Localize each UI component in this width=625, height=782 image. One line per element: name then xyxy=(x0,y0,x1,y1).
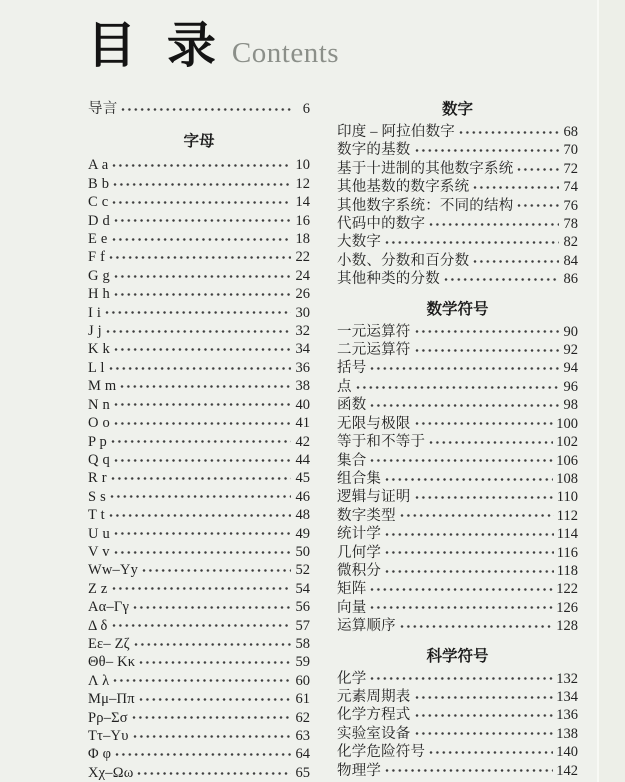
toc-entry-page: 14 xyxy=(295,194,310,211)
dot-leader xyxy=(114,292,291,297)
dot-leader xyxy=(142,568,291,573)
toc-row xyxy=(337,396,578,414)
dot-leader xyxy=(473,259,559,264)
toc-entry-page: 116 xyxy=(556,544,578,561)
section-header: 数字 xyxy=(441,101,473,118)
toc-row xyxy=(337,160,578,178)
toc-entry-label: 化学 xyxy=(337,670,367,687)
toc-entry-label: 等于和不等于 xyxy=(337,434,426,451)
toc-column-right xyxy=(337,100,578,782)
dot-leader xyxy=(112,200,291,205)
toc-entry-page: 132 xyxy=(556,670,578,687)
toc-entry-label: Φ φ xyxy=(88,746,112,763)
toc-row xyxy=(88,709,310,727)
toc-row xyxy=(337,323,578,341)
toc-row xyxy=(337,415,578,433)
toc-entry-page: 90 xyxy=(563,323,578,340)
toc-entry-label: 点 xyxy=(337,378,352,395)
toc-entry-page: 94 xyxy=(563,360,578,377)
toc-entry-label: 其他数字系统：不同的结构 xyxy=(337,197,514,214)
dot-leader xyxy=(114,421,291,426)
dot-leader xyxy=(114,458,291,463)
toc-entry-label: 实验室设备 xyxy=(337,725,411,742)
toc-entry-label: 括号 xyxy=(337,360,367,377)
toc-row xyxy=(88,285,310,303)
page-title xyxy=(87,20,339,71)
dot-leader xyxy=(429,222,559,227)
dot-leader xyxy=(459,130,559,135)
toc-row xyxy=(337,452,578,470)
toc-row xyxy=(337,725,578,743)
toc-entry-page: 98 xyxy=(563,397,578,414)
toc-entry-label: T t xyxy=(88,507,105,524)
toc-entry-page: 114 xyxy=(556,526,578,543)
dot-leader xyxy=(473,185,559,190)
toc-entry-page: 61 xyxy=(295,691,310,708)
toc-row xyxy=(337,706,578,724)
toc-row xyxy=(88,635,310,653)
toc-entry-label: 运算顺序 xyxy=(337,618,396,635)
dot-leader xyxy=(120,384,291,389)
toc-entry-page: 78 xyxy=(563,216,578,233)
toc-row xyxy=(88,414,310,432)
toc-row xyxy=(88,267,310,285)
toc-entry-page: 59 xyxy=(295,654,310,671)
toc-entry-page: 102 xyxy=(556,434,578,451)
dot-leader xyxy=(370,403,559,408)
dot-leader xyxy=(113,678,291,683)
toc-row xyxy=(88,100,310,118)
toc-row xyxy=(88,506,310,524)
toc-row xyxy=(88,690,310,708)
dot-leader xyxy=(139,660,291,665)
toc-row xyxy=(88,230,310,248)
toc-row xyxy=(88,322,310,340)
toc-entry-page: 54 xyxy=(295,580,310,597)
toc-entry-label: 逻辑与证明 xyxy=(337,489,411,506)
toc-entry-page: 48 xyxy=(295,507,310,524)
toc-entry-page: 70 xyxy=(563,142,578,159)
toc-entry-label: 微积分 xyxy=(337,562,382,579)
dot-leader xyxy=(112,163,291,168)
dot-leader xyxy=(370,587,553,592)
toc-entry-label: A a xyxy=(88,157,109,174)
toc-entry-page: 138 xyxy=(556,725,578,742)
toc-entry-page: 41 xyxy=(295,415,310,432)
dot-leader xyxy=(112,623,291,628)
dot-leader xyxy=(114,402,291,407)
dot-leader xyxy=(113,182,291,187)
dot-leader xyxy=(114,550,291,555)
section-header: 字母 xyxy=(183,133,215,151)
toc-entry-page: 100 xyxy=(556,415,578,432)
toc-entry-label: D d xyxy=(88,212,110,229)
toc-entry-page: 76 xyxy=(563,197,578,214)
dot-leader xyxy=(114,531,291,536)
toc-entry-page: 50 xyxy=(295,543,310,560)
page-title-en: Contents xyxy=(231,37,340,69)
toc-entry-label: I i xyxy=(88,304,102,321)
toc-row xyxy=(88,340,310,358)
toc-entry-label: 物理学 xyxy=(337,762,382,779)
toc-row xyxy=(88,175,310,193)
toc-entry-label: Pρ–Σσ xyxy=(88,709,128,726)
dot-leader xyxy=(415,495,554,500)
toc-row xyxy=(88,543,310,561)
dot-leader xyxy=(400,513,554,518)
toc-entry-label: B b xyxy=(88,175,110,192)
toc-row xyxy=(337,488,578,506)
toc-row xyxy=(88,561,310,579)
dot-leader xyxy=(415,713,554,718)
dot-leader xyxy=(132,715,291,720)
page-title-cn: 目 录 xyxy=(87,18,217,73)
toc-entry-label: V v xyxy=(88,543,110,560)
toc-entry-page: 96 xyxy=(563,378,578,395)
toc-entry-page: 106 xyxy=(556,452,578,469)
toc-entry-label: 函数 xyxy=(337,397,367,414)
toc-entry-page: 24 xyxy=(295,267,310,284)
toc-row xyxy=(88,248,310,266)
dot-leader xyxy=(385,550,554,555)
toc-row xyxy=(88,488,310,506)
toc-entry-label: Q q xyxy=(88,451,110,468)
dot-leader xyxy=(105,310,291,315)
toc-row xyxy=(88,764,310,782)
toc-column-left xyxy=(88,100,310,782)
toc-entry-label: 统计学 xyxy=(337,526,382,543)
dot-leader xyxy=(121,107,291,112)
toc-row xyxy=(337,270,578,288)
toc-row xyxy=(337,743,578,761)
dot-leader xyxy=(112,586,291,591)
toc-entry-label: 导言 xyxy=(88,101,118,117)
toc-entry-label: 组合集 xyxy=(337,470,382,487)
toc-entry-label: 一元运算符 xyxy=(337,323,411,340)
dot-leader xyxy=(111,439,291,444)
toc-row xyxy=(337,670,578,688)
dot-leader xyxy=(110,494,291,499)
toc-row xyxy=(88,451,310,469)
toc-entry-page: 16 xyxy=(295,212,310,229)
toc-entry-label: O o xyxy=(88,415,110,432)
toc-row xyxy=(88,469,310,487)
toc-entry-page: 49 xyxy=(295,525,310,542)
dot-leader xyxy=(115,752,291,757)
toc-entry-page: 142 xyxy=(556,762,578,779)
toc-row xyxy=(337,359,578,377)
dot-leader xyxy=(415,348,560,353)
toc-entry-page: 40 xyxy=(295,396,310,413)
toc-entry-page: 42 xyxy=(295,433,310,450)
dot-leader xyxy=(385,768,553,773)
toc-entry-label: Mμ–Ππ xyxy=(88,691,135,708)
toc-row xyxy=(88,617,310,635)
toc-row xyxy=(88,193,310,211)
toc-row xyxy=(337,580,578,598)
toc-entry-page: 118 xyxy=(556,562,578,579)
toc-entry-label: L l xyxy=(88,359,105,376)
toc-entry-page: 30 xyxy=(295,304,310,321)
toc-entry-label: H h xyxy=(88,286,110,303)
toc-entry-page: 126 xyxy=(556,599,578,616)
dot-leader xyxy=(111,476,291,481)
toc-columns xyxy=(88,100,578,782)
toc-entry-label: R r xyxy=(88,470,107,487)
toc-row xyxy=(337,123,578,141)
toc-entry-label: 几何学 xyxy=(337,544,382,561)
toc-entry-label: Δ δ xyxy=(88,617,108,634)
toc-row xyxy=(337,378,578,396)
toc-entry-page: 140 xyxy=(556,744,578,761)
toc-entry-page: 128 xyxy=(556,618,578,635)
toc-row xyxy=(88,396,310,414)
dot-leader xyxy=(415,148,560,153)
dot-leader xyxy=(385,532,554,537)
toc-entry-label: S s xyxy=(88,488,106,505)
toc-entry-page: 136 xyxy=(556,707,578,724)
toc-row xyxy=(88,359,310,377)
toc-entry-page: 122 xyxy=(556,581,578,598)
toc-entry-label: 化学危险符号 xyxy=(337,744,426,761)
toc-row xyxy=(337,525,578,543)
dot-leader xyxy=(133,734,291,739)
toc-row xyxy=(337,688,578,706)
dot-leader xyxy=(137,771,291,776)
toc-row xyxy=(337,215,578,233)
toc-row xyxy=(337,433,578,451)
toc-entry-label: U u xyxy=(88,525,110,542)
toc-entry-label: Aα–Γγ xyxy=(88,599,130,616)
toc-row xyxy=(337,341,578,359)
toc-row xyxy=(337,178,578,196)
toc-entry-label: E e xyxy=(88,231,108,248)
toc-entry-page: 65 xyxy=(295,764,310,781)
dot-leader xyxy=(112,237,291,242)
section-header: 科学符号 xyxy=(426,647,489,665)
toc-entry-label: Θθ– Kκ xyxy=(88,654,136,671)
toc-entry-page: 82 xyxy=(563,234,578,251)
toc-row xyxy=(337,544,578,562)
dot-leader xyxy=(133,605,291,610)
toc-entry-page: 32 xyxy=(295,323,310,340)
toc-row xyxy=(88,672,310,690)
dot-leader xyxy=(415,329,560,334)
toc-entry-page: 60 xyxy=(295,672,310,689)
toc-row xyxy=(88,745,310,763)
toc-entry-page: 84 xyxy=(563,252,578,269)
toc-entry-label: 其他基数的数字系统 xyxy=(337,179,470,196)
toc-entry-page: 6 xyxy=(302,101,310,117)
dot-leader xyxy=(109,513,291,518)
toc-entry-label: J j xyxy=(88,323,102,340)
toc-entry-page: 12 xyxy=(295,175,310,192)
toc-entry-page: 56 xyxy=(295,599,310,616)
toc-row xyxy=(337,233,578,251)
toc-entry-page: 110 xyxy=(556,489,578,506)
toc-row xyxy=(337,617,578,635)
toc-entry-page: 62 xyxy=(295,709,310,726)
toc-entry-label: 集合 xyxy=(337,452,367,469)
toc-entry-page: 86 xyxy=(563,271,578,288)
toc-entry-page: 18 xyxy=(295,231,310,248)
toc-row xyxy=(88,433,310,451)
toc-entry-label: 其他种类的分数 xyxy=(337,271,440,288)
toc-entry-page: 34 xyxy=(295,341,310,358)
toc-entry-label: P p xyxy=(88,433,108,450)
dot-leader xyxy=(356,385,559,390)
dot-leader xyxy=(429,750,553,755)
toc-entry-page: 64 xyxy=(295,746,310,763)
dot-leader xyxy=(415,695,554,700)
dot-leader xyxy=(400,624,553,629)
dot-leader xyxy=(109,366,291,371)
dot-leader xyxy=(370,605,553,610)
toc-row xyxy=(88,580,310,598)
toc-entry-page: 63 xyxy=(295,728,310,744)
dot-leader xyxy=(114,347,291,352)
dot-leader xyxy=(139,697,291,702)
toc-entry-page: 134 xyxy=(556,688,578,705)
toc-entry-label: 二元运算符 xyxy=(337,342,411,359)
toc-entry-page: 45 xyxy=(295,470,310,487)
dot-leader xyxy=(517,203,559,208)
toc-entry-label: 代码中的数字 xyxy=(337,216,426,233)
toc-row xyxy=(88,653,310,671)
toc-entry-label: C c xyxy=(88,194,109,211)
toc-entry-label: N n xyxy=(88,396,110,413)
dot-leader xyxy=(370,458,553,463)
toc-row xyxy=(88,598,310,616)
toc-entry-label: Λ λ xyxy=(88,672,110,689)
dot-leader xyxy=(444,277,559,282)
toc-row xyxy=(88,156,310,174)
dot-leader xyxy=(114,274,291,279)
section-header: 数学符号 xyxy=(426,300,489,318)
toc-entry-label: 元素周期表 xyxy=(337,688,411,705)
toc-entry-label: Eε– Zζ xyxy=(88,635,130,652)
toc-entry-page: 68 xyxy=(563,124,578,140)
toc-entry-page: 57 xyxy=(295,617,310,634)
toc-entry-page: 92 xyxy=(563,342,578,359)
dot-leader xyxy=(415,421,554,426)
toc-row xyxy=(337,141,578,159)
toc-entry-page: 58 xyxy=(295,635,310,652)
toc-entry-page: 52 xyxy=(295,562,310,579)
toc-entry-label: 无限与极限 xyxy=(337,415,411,432)
toc-entry-label: M m xyxy=(88,378,117,395)
dot-leader xyxy=(370,366,559,371)
toc-entry-label: Xχ–Ωω xyxy=(88,764,134,781)
toc-entry-label: 大数字 xyxy=(337,234,382,251)
toc-entry-page: 108 xyxy=(556,470,578,487)
toc-entry-label: 矩阵 xyxy=(337,581,367,598)
dot-leader xyxy=(385,477,553,482)
toc-row xyxy=(337,470,578,488)
toc-row xyxy=(337,197,578,215)
toc-entry-label: 化学方程式 xyxy=(337,707,411,724)
toc-entry-page: 72 xyxy=(563,160,578,177)
toc-entry-label: 数字的基数 xyxy=(337,142,411,159)
dot-leader xyxy=(106,329,291,334)
toc-entry-label: 数字类型 xyxy=(337,507,396,524)
dot-leader xyxy=(429,440,553,445)
toc-entry-label: Z z xyxy=(88,580,108,597)
toc-row xyxy=(88,377,310,395)
toc-entry-page: 36 xyxy=(295,359,310,376)
dot-leader xyxy=(134,642,291,647)
toc-entry-page: 44 xyxy=(295,451,310,468)
toc-row xyxy=(88,525,310,543)
toc-entry-page: 10 xyxy=(295,157,310,174)
toc-entry-label: F f xyxy=(88,249,106,266)
toc-row xyxy=(337,562,578,580)
toc-entry-label: K k xyxy=(88,341,110,358)
page-edge-shadow xyxy=(597,0,625,782)
dot-leader xyxy=(109,255,291,260)
toc-entry-page: 112 xyxy=(556,507,578,524)
toc-row xyxy=(88,727,310,745)
toc-entry-label: Ww–Yy xyxy=(88,562,139,579)
toc-entry-label: Tτ–Yυ xyxy=(88,728,129,744)
toc-entry-label: 小数、分数和百分数 xyxy=(337,252,470,269)
toc-row xyxy=(88,212,310,230)
dot-leader xyxy=(114,218,291,223)
toc-row xyxy=(337,599,578,617)
toc-entry-page: 46 xyxy=(295,488,310,505)
toc-entry-page: 26 xyxy=(295,286,310,303)
dot-leader xyxy=(415,731,554,736)
dot-leader xyxy=(385,569,554,574)
dot-leader xyxy=(385,240,559,245)
toc-entry-label: G g xyxy=(88,267,110,284)
toc-row xyxy=(337,252,578,270)
toc-row xyxy=(88,304,310,322)
toc-entry-page: 74 xyxy=(563,179,578,196)
dot-leader xyxy=(517,167,559,172)
toc-entry-page: 22 xyxy=(295,249,310,266)
toc-entry-label: 向量 xyxy=(337,599,367,616)
dot-leader xyxy=(370,676,553,681)
toc-entry-page: 38 xyxy=(295,378,310,395)
toc-row xyxy=(337,762,578,780)
toc-entry-label: 印度 – 阿拉伯数字 xyxy=(337,124,455,140)
toc-entry-label: 基于十进制的其他数字系统 xyxy=(337,160,514,177)
toc-row xyxy=(337,507,578,525)
